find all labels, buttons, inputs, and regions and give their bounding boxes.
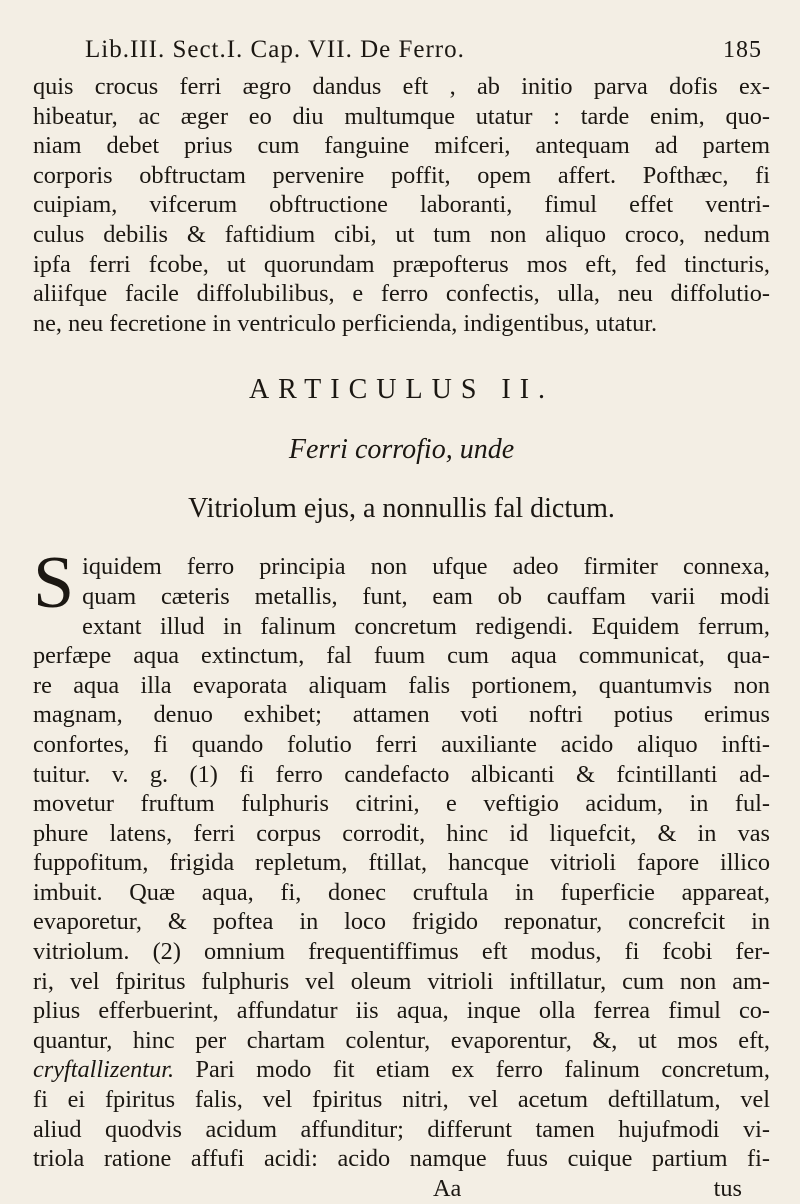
text-line: quis crocus ferri ægro dandus eft , ab initio parva dofis ex-	[33, 73, 770, 100]
text-line: hibeatur, ac æger eo diu multumque utatur : tarde enim, quo-	[33, 102, 770, 130]
text-line: phure latens, ferri corpus corrodit, hinc id liquefcit, & in vas	[33, 819, 770, 847]
text-line: quantur, hinc per chartam colentur, evaporentur, &, ut mos eft,	[33, 1026, 770, 1054]
text-line: quam cæteris metallis, funt, eam ob cauffam varii modi	[82, 582, 770, 610]
text-line: fi ei fpiritus falis, vel fpiritus nitri, vel acetum deftillatum, vel	[33, 1086, 770, 1114]
catchword: tus	[713, 1174, 742, 1202]
text-line: cuipiam, vifcerum obftructione laboranti, fimul effet ventri-	[33, 191, 770, 219]
text-line: evaporetur, & poftea in loco frigido reponatur, concrefcit in	[33, 908, 770, 936]
text-line: movetur fruftum fulphuris citrini, e veftigio acidum, in ful-	[33, 790, 770, 818]
text-line: vitriolum. (2) omnium frequentiffimus eft modus, fi fcobi fer-	[33, 938, 770, 966]
text-line: triola ratione affufi acidi: acido namque fuus cuique partium fi-	[33, 1145, 770, 1173]
text-line: ipfa ferri fcobe, ut quorundam præpofterus mos eft, fed tincturis,	[33, 250, 770, 278]
text-line-mixed	[33, 1055, 770, 1085]
drop-cap: S	[33, 542, 75, 625]
text-line: tuitur. v. g. (1) fi ferro candefacto albicanti & fcintillanti ad-	[33, 760, 770, 788]
text-line: ri, vel fpiritus fulphuris vel oleum vitrioli inftillatur, cum non am-	[33, 967, 770, 995]
text-line: corporis obftructam pervenire poffit, opem affert. Pofthæc, fi	[33, 161, 770, 189]
text-line: iquidem ferro principia non ufque adeo firmiter connexa,	[82, 553, 770, 581]
text-fragment: Pari modo fit etiam ex ferro falinum concretum,	[174, 1056, 770, 1084]
catchline	[33, 1174, 770, 1204]
paragraph-2	[33, 542, 770, 1173]
article-subtitle-2: Vitriolum ejus, a nonnullis fal dictum.	[188, 493, 615, 525]
text-line: aliud quodvis acidum affunditur; differunt tamen hujufmodi vi-	[33, 1115, 770, 1143]
text-line: extant illud in falinum concretum redigendi. Equidem ferrum,	[82, 612, 770, 640]
text-line: magnam, denuo exhibet; attamen voti noftri potius erimus	[33, 701, 770, 729]
text-line: re aqua illa evaporata aliquam falis portionem, quantumvis non	[33, 671, 770, 699]
text-line: fuppofitum, frigida repletum, ftillat, hancque vitrioli fapore illico	[33, 849, 770, 877]
italic-word: cryftallizentur.	[33, 1056, 175, 1084]
text-line: aliifque facile diffolubilibus, e ferro confectis, ulla, neu diffolutio-	[33, 280, 770, 308]
running-head	[33, 28, 770, 72]
text-line: culus debilis & faftidium cibi, ut tum non aliquo croco, nedum	[33, 220, 770, 248]
text-line: imbuit. Quæ aqua, fi, donec cruftula in fuperficie appareat,	[33, 878, 770, 906]
text-line: plius efferbuerint, affundatur iis aqua, inque olla ferrea fimul co-	[33, 997, 770, 1025]
text-line: perfæpe aqua extinctum, fal fuum cum aqua communicat, qua-	[33, 642, 770, 670]
article-subtitle: Ferri corrofio, unde	[288, 434, 515, 466]
text-line: niam debet prius cum fanguine mifceri, antequam ad partem	[33, 132, 770, 160]
signature-mark: Aa	[433, 1174, 462, 1202]
page-number: 185	[723, 37, 762, 63]
paragraph-1	[33, 72, 770, 338]
running-head-title: Lib.III. Sect.I. Cap. VII. De Ferro.	[85, 36, 465, 63]
text-line: ne, neu fecretione in ventriculo perficienda, indigentibus, utatur.	[33, 309, 658, 337]
article-heading: ARTICULUS II.	[248, 374, 555, 406]
text-line: confortes, fi quando folutio ferri auxiliante acido aliquo infti-	[33, 730, 770, 758]
